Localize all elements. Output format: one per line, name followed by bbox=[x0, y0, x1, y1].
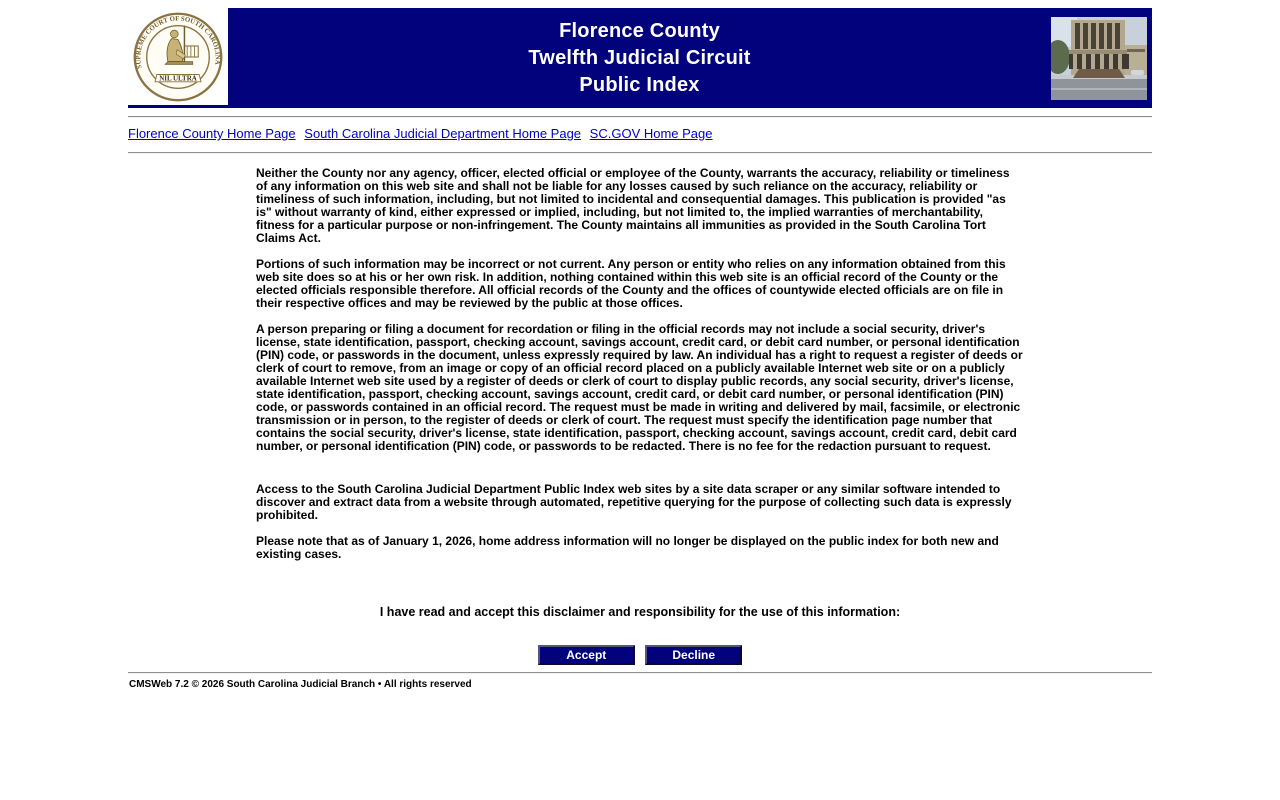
disclaimer-paragraph-5: Please note that as of January 1, 2026, home address information will no longer be displayed on the public index for both new and existing cases. bbox=[256, 534, 999, 561]
acceptance-prompt: I have read and accept this disclaimer and responsibility for the use of this information: bbox=[379, 605, 901, 619]
divider-footer bbox=[128, 672, 1152, 674]
title-line-county: Florence County bbox=[559, 19, 720, 42]
title-line-index: Public Index bbox=[579, 73, 700, 96]
disclaimer-paragraph-3: A person preparing or filing a document for recordation or filing in the official records may not include a social security, driver's license, state identification, passport, checking account, savings account, credit card, or debit card number, or personal identification (PIN) code, or passwords in the document, unless expressly required by law. An individual has a right to request a register of deeds or clerk of court to remove, from an image or copy of an official record placed on a publicly available Internet web site or on a publicly available Internet web site used by a register of deeds or clerk of court to display public records, any social security, driver's license, state identification, passport, checking account, savings account, credit card, or debit card number, or personal identification (PIN) code, or passwords contained in an official record. The request must be made in writing and delivered by mail, facsimile, or electronic transmission or in person, to the register of deeds or clerk of court. The request must specify the identification page number that contains the social security, driver's license, state identification, passport, checking account, savings account, credit card, debit card number, or personal identification (PIN) code, or passwords to be redacted. There is no fee for the redaction pursuant to request. bbox=[256, 322, 1023, 453]
decline-button[interactable]: Decline bbox=[645, 645, 742, 665]
header-banner bbox=[128, 8, 1152, 108]
link-sc-judicial-dept-home[interactable]: South Carolina Judicial Department Home Page bbox=[304, 126, 582, 141]
link-scgov-home[interactable]: SC.GOV Home Page bbox=[589, 126, 713, 141]
seal-motto-text: NIL ULTRA bbox=[159, 74, 197, 83]
disclaimer-text bbox=[256, 167, 1024, 561]
nav-links bbox=[128, 124, 1152, 144]
supreme-court-seal-icon bbox=[131, 11, 225, 103]
page-title bbox=[228, 18, 1051, 99]
divider-top bbox=[128, 116, 1152, 118]
link-florence-county-home[interactable]: Florence County Home Page bbox=[128, 126, 296, 141]
supreme-court-seal-box bbox=[128, 8, 228, 105]
disclaimer-paragraph-4: Access to the South Carolina Judicial Department Public Index web sites by a site data scraper or any similar software intended to discover and extract data from a website through automated, repetitive querying for the purpose of collecting such data is expressly prohibited. bbox=[256, 482, 1012, 522]
acceptance-buttons bbox=[128, 645, 1152, 665]
seal-ring-text: SUPREME COURT OF SOUTH CAROLINA bbox=[135, 14, 221, 69]
accept-button[interactable]: Accept bbox=[538, 645, 635, 665]
title-line-circuit: Twelfth Judicial Circuit bbox=[528, 46, 751, 69]
footer-copyright: CMSWeb 7.2 © 2026 South Carolina Judicial Branch • All rights reserved bbox=[129, 679, 472, 690]
page-container bbox=[128, 8, 1152, 690]
divider-under-nav bbox=[128, 152, 1152, 154]
disclaimer-paragraph-2: Portions of such information may be incorrect or not current. Any person or entity who relies on any information obtained from this web site does so at his or her own risk. In addition, nothing contained within this web site is an official record of the County or the elected officials responsible therefore. All official records of the County and the offices of countywide elected officials are on file in their respective offices and may be reviewed by the public at those offices. bbox=[256, 257, 1006, 310]
disclaimer-paragraph-1: Neither the County nor any agency, officer, elected official or employee of the County, warrants the accuracy, reliability or timeliness of any information on this web site and shall not be liable for any losses caused by such reliance on the accuracy, reliability or timeliness of such information, including, but not limited to incidental and consequential damages. This publication is provided "as is" without warranty of kind, either expressed or implied, including, but not limited to, the implied warranties of merchantability, fitness for a particular purpose or non-infringement. The County maintains all immunities as provided in the South Carolina Tort Claims Act. bbox=[256, 166, 1010, 245]
courthouse-photo bbox=[1051, 17, 1147, 100]
